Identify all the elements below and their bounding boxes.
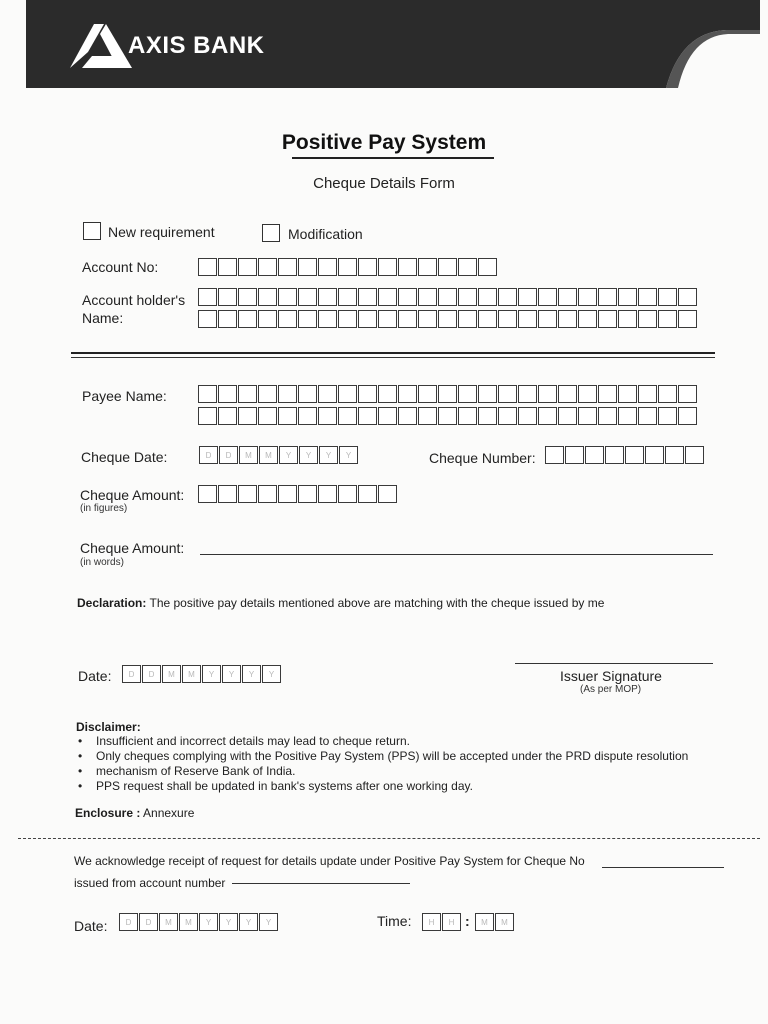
entry-box[interactable]: [558, 288, 577, 306]
title-underline: [292, 157, 494, 159]
account-no-boxes[interactable]: [198, 258, 498, 276]
entry-box[interactable]: [338, 485, 357, 503]
entry-box[interactable]: [598, 385, 617, 403]
entry-box[interactable]: [378, 407, 397, 425]
bank-name: AXIS BANK: [128, 32, 265, 59]
entry-box[interactable]: [278, 385, 297, 403]
disclaimer-item: • Only cheques complying with the Positive Pay System (PPS) will be accepted under the PRD dispute resolution: [74, 749, 734, 764]
entry-box[interactable]: [518, 310, 537, 328]
entry-box[interactable]: M: [239, 446, 258, 464]
entry-box[interactable]: Y: [222, 665, 241, 683]
entry-box[interactable]: [438, 407, 457, 425]
entry-box[interactable]: [258, 407, 277, 425]
entry-box[interactable]: [258, 258, 277, 276]
new-requirement-label: New requirement: [108, 224, 215, 240]
amount-figures-boxes[interactable]: [198, 485, 398, 503]
entry-box[interactable]: [318, 310, 337, 328]
entry-box[interactable]: [658, 288, 677, 306]
entry-box[interactable]: [218, 258, 237, 276]
entry-box[interactable]: [638, 407, 657, 425]
entry-box[interactable]: [618, 407, 637, 425]
entry-box[interactable]: [398, 385, 417, 403]
entry-box[interactable]: Y: [262, 665, 281, 683]
entry-box[interactable]: [338, 310, 357, 328]
entry-box[interactable]: [498, 288, 517, 306]
entry-box[interactable]: [558, 310, 577, 328]
entry-box[interactable]: [338, 258, 357, 276]
entry-box[interactable]: Y: [279, 446, 298, 464]
entry-box[interactable]: [378, 288, 397, 306]
entry-box[interactable]: [538, 407, 557, 425]
entry-box[interactable]: [638, 310, 657, 328]
entry-box[interactable]: [478, 407, 497, 425]
declaration-label: Declaration:: [77, 596, 147, 610]
entry-box[interactable]: [338, 385, 357, 403]
entry-box[interactable]: D: [219, 446, 238, 464]
entry-box[interactable]: Y: [199, 913, 218, 931]
entry-box[interactable]: [418, 385, 437, 403]
entry-box[interactable]: M: [162, 665, 181, 683]
entry-box[interactable]: [378, 485, 397, 503]
entry-box[interactable]: [418, 407, 437, 425]
entry-box[interactable]: [218, 310, 237, 328]
disclaimer-item: • PPS request shall be updated in bank's systems after one working day.: [74, 779, 734, 794]
entry-box[interactable]: [578, 288, 597, 306]
entry-box[interactable]: [398, 310, 417, 328]
entry-box[interactable]: [318, 485, 337, 503]
form-subtitle: Cheque Details Form: [313, 175, 455, 192]
entry-box[interactable]: [358, 407, 377, 425]
entry-box[interactable]: [678, 385, 697, 403]
entry-box[interactable]: H: [442, 913, 461, 931]
entry-box[interactable]: [518, 407, 537, 425]
entry-box[interactable]: [378, 385, 397, 403]
entry-box[interactable]: [478, 310, 497, 328]
entry-box[interactable]: [478, 258, 497, 276]
entry-box[interactable]: [218, 288, 237, 306]
account-holder-label-line1: Account holder's: [82, 292, 186, 308]
entry-box[interactable]: [678, 407, 697, 425]
page-title: Positive Pay System: [281, 131, 487, 154]
entry-box[interactable]: [218, 485, 237, 503]
entry-box[interactable]: [198, 310, 217, 328]
entry-box[interactable]: [665, 446, 684, 464]
entry-box[interactable]: [298, 485, 317, 503]
axis-logo-icon: [70, 22, 132, 70]
entry-box[interactable]: [398, 288, 417, 306]
entry-box[interactable]: [278, 288, 297, 306]
entry-box[interactable]: [238, 310, 257, 328]
entry-box[interactable]: [418, 310, 437, 328]
entry-box[interactable]: Y: [239, 913, 258, 931]
account-holder-boxes-row1[interactable]: [198, 288, 698, 306]
amount-words-label: Cheque Amount:: [80, 540, 185, 556]
account-no-label: Account No:: [82, 259, 159, 275]
entry-box[interactable]: [658, 310, 677, 328]
entry-box[interactable]: [298, 385, 317, 403]
entry-box[interactable]: D: [122, 665, 141, 683]
entry-box[interactable]: [598, 407, 617, 425]
entry-box[interactable]: [438, 288, 457, 306]
entry-box[interactable]: [438, 385, 457, 403]
enclosure-value: Annexure: [143, 806, 195, 820]
entry-box[interactable]: [298, 407, 317, 425]
entry-box[interactable]: [638, 288, 657, 306]
signature-line[interactable]: [515, 663, 713, 664]
entry-box[interactable]: [258, 310, 277, 328]
entry-box[interactable]: [438, 258, 457, 276]
entry-box[interactable]: [198, 258, 217, 276]
entry-box[interactable]: [398, 407, 417, 425]
entry-box[interactable]: [605, 446, 624, 464]
entry-box[interactable]: M: [182, 665, 201, 683]
account-holder-label-line2: Name:: [82, 310, 124, 326]
ack-time-separator: :: [465, 913, 470, 929]
entry-box[interactable]: [538, 288, 557, 306]
entry-box[interactable]: [578, 385, 597, 403]
entry-box[interactable]: [618, 385, 637, 403]
entry-box[interactable]: [418, 258, 437, 276]
entry-box[interactable]: [518, 385, 537, 403]
entry-box[interactable]: [298, 288, 317, 306]
ack-line1: We acknowledge receipt of request for details update under Positive Pay System for Cheque No: [74, 854, 585, 868]
declaration-text: The positive pay details mentioned above are matching with the cheque issued by me: [149, 596, 605, 610]
entry-box[interactable]: [358, 485, 377, 503]
entry-box[interactable]: [258, 485, 277, 503]
entry-box[interactable]: [545, 446, 564, 464]
entry-box[interactable]: [638, 385, 657, 403]
entry-box[interactable]: [258, 288, 277, 306]
entry-box[interactable]: [318, 258, 337, 276]
entry-box[interactable]: M: [475, 913, 494, 931]
entry-box[interactable]: D: [142, 665, 161, 683]
entry-box[interactable]: [498, 385, 517, 403]
entry-box[interactable]: [338, 407, 357, 425]
entry-box[interactable]: [558, 407, 577, 425]
entry-box[interactable]: [198, 385, 217, 403]
entry-box[interactable]: [378, 310, 397, 328]
enclosure-label: Enclosure :: [75, 806, 141, 820]
entry-box[interactable]: [458, 407, 477, 425]
entry-box[interactable]: [578, 407, 597, 425]
entry-box[interactable]: [338, 288, 357, 306]
entry-box[interactable]: [318, 385, 337, 403]
disclaimer-item-continued: • mechanism of Reserve Bank of India.: [74, 764, 734, 779]
entry-box[interactable]: [278, 310, 297, 328]
entry-box[interactable]: [358, 288, 377, 306]
entry-box[interactable]: M: [259, 446, 278, 464]
entry-box[interactable]: [198, 485, 217, 503]
entry-box[interactable]: Y: [242, 665, 261, 683]
entry-box[interactable]: [685, 446, 704, 464]
entry-box[interactable]: D: [199, 446, 218, 464]
entry-box[interactable]: [278, 258, 297, 276]
entry-box[interactable]: [458, 385, 477, 403]
disclaimer-list: [74, 734, 734, 794]
ack-time-minute-boxes[interactable]: [475, 913, 515, 931]
entry-box[interactable]: [418, 288, 437, 306]
entry-box[interactable]: [618, 310, 637, 328]
entry-box[interactable]: [578, 310, 597, 328]
entry-box[interactable]: [585, 446, 604, 464]
entry-box[interactable]: [238, 385, 257, 403]
entry-box[interactable]: [358, 310, 377, 328]
entry-box[interactable]: [498, 407, 517, 425]
entry-box[interactable]: [645, 446, 664, 464]
entry-box[interactable]: [318, 288, 337, 306]
entry-box[interactable]: [658, 385, 677, 403]
entry-box[interactable]: [678, 288, 697, 306]
entry-box[interactable]: M: [495, 913, 514, 931]
entry-box[interactable]: [678, 310, 697, 328]
ack-account-no-line[interactable]: [232, 883, 410, 884]
payee-name-boxes-row1[interactable]: [198, 385, 698, 403]
entry-box[interactable]: [238, 258, 257, 276]
entry-box[interactable]: H: [422, 913, 441, 931]
entry-box[interactable]: [658, 407, 677, 425]
entry-box[interactable]: [498, 310, 517, 328]
entry-box[interactable]: M: [179, 913, 198, 931]
entry-box[interactable]: [458, 258, 477, 276]
account-holder-boxes-row2[interactable]: [198, 310, 698, 328]
entry-box[interactable]: [218, 385, 237, 403]
modification-checkbox[interactable]: [262, 224, 280, 242]
cut-line-separator: [18, 838, 760, 839]
entry-box[interactable]: Y: [259, 913, 278, 931]
cheque-number-label: Cheque Number:: [429, 450, 536, 466]
entry-box[interactable]: [398, 258, 417, 276]
entry-box[interactable]: [538, 310, 557, 328]
entry-box[interactable]: [538, 385, 557, 403]
modification-label: Modification: [288, 226, 363, 242]
entry-box[interactable]: [198, 288, 217, 306]
entry-box[interactable]: [518, 288, 537, 306]
ack-time-label: Time:: [377, 913, 412, 929]
issuer-signature-label: Issuer Signature: [560, 668, 662, 684]
entry-box[interactable]: Y: [202, 665, 221, 683]
enclosure: [75, 806, 194, 820]
entry-box[interactable]: [318, 407, 337, 425]
entry-box[interactable]: [298, 310, 317, 328]
entry-box[interactable]: [598, 288, 617, 306]
entry-box[interactable]: Y: [219, 913, 238, 931]
ack-date-boxes[interactable]: [119, 913, 279, 931]
sign-date-boxes[interactable]: [122, 665, 282, 683]
payee-name-boxes-row2[interactable]: [198, 407, 698, 425]
entry-box[interactable]: [478, 288, 497, 306]
entry-box[interactable]: [598, 310, 617, 328]
entry-box[interactable]: [198, 407, 217, 425]
entry-box[interactable]: [298, 258, 317, 276]
entry-box[interactable]: D: [119, 913, 138, 931]
ack-line2: issued from account number: [74, 876, 226, 890]
entry-box[interactable]: [565, 446, 584, 464]
amount-words-line[interactable]: [200, 554, 713, 555]
entry-box[interactable]: [278, 485, 297, 503]
entry-box[interactable]: M: [159, 913, 178, 931]
section-divider-bottom: [71, 357, 715, 358]
amount-figures-label: Cheque Amount:: [80, 487, 185, 503]
entry-box[interactable]: Y: [299, 446, 318, 464]
entry-box[interactable]: [238, 485, 257, 503]
amount-figures-note: (in figures): [80, 503, 128, 514]
sign-date-label: Date:: [78, 668, 112, 684]
entry-box[interactable]: [358, 258, 377, 276]
issuer-signature-note: (As per MOP): [580, 684, 642, 695]
entry-box[interactable]: [358, 385, 377, 403]
entry-box[interactable]: [278, 407, 297, 425]
entry-box[interactable]: [618, 288, 637, 306]
entry-box[interactable]: [458, 310, 477, 328]
entry-box[interactable]: [438, 310, 457, 328]
cheque-number-boxes[interactable]: [545, 446, 705, 464]
cheque-date-boxes[interactable]: [199, 446, 359, 464]
entry-box[interactable]: [378, 258, 397, 276]
entry-box[interactable]: D: [139, 913, 158, 931]
disclaimer-title: Disclaimer:: [76, 720, 141, 734]
amount-words-note: (in words): [80, 557, 124, 568]
entry-box[interactable]: [478, 385, 497, 403]
declaration: [77, 596, 604, 610]
entry-box[interactable]: [238, 288, 257, 306]
section-divider-top: [71, 352, 715, 354]
ack-cheque-no-line[interactable]: [602, 867, 724, 868]
entry-box[interactable]: [258, 385, 277, 403]
entry-box[interactable]: [218, 407, 237, 425]
disclaimer-item: • Insufficient and incorrect details may lead to cheque return.: [74, 734, 734, 749]
new-requirement-checkbox[interactable]: [83, 222, 101, 240]
entry-box[interactable]: Y: [319, 446, 338, 464]
ack-time-hour-boxes[interactable]: [422, 913, 462, 931]
entry-box[interactable]: Y: [339, 446, 358, 464]
ack-date-label: Date:: [74, 918, 108, 934]
cheque-date-label: Cheque Date:: [81, 449, 168, 465]
entry-box[interactable]: [558, 385, 577, 403]
entry-box[interactable]: [458, 288, 477, 306]
payee-name-label: Payee Name:: [82, 388, 167, 404]
entry-box[interactable]: [238, 407, 257, 425]
entry-box[interactable]: [625, 446, 644, 464]
